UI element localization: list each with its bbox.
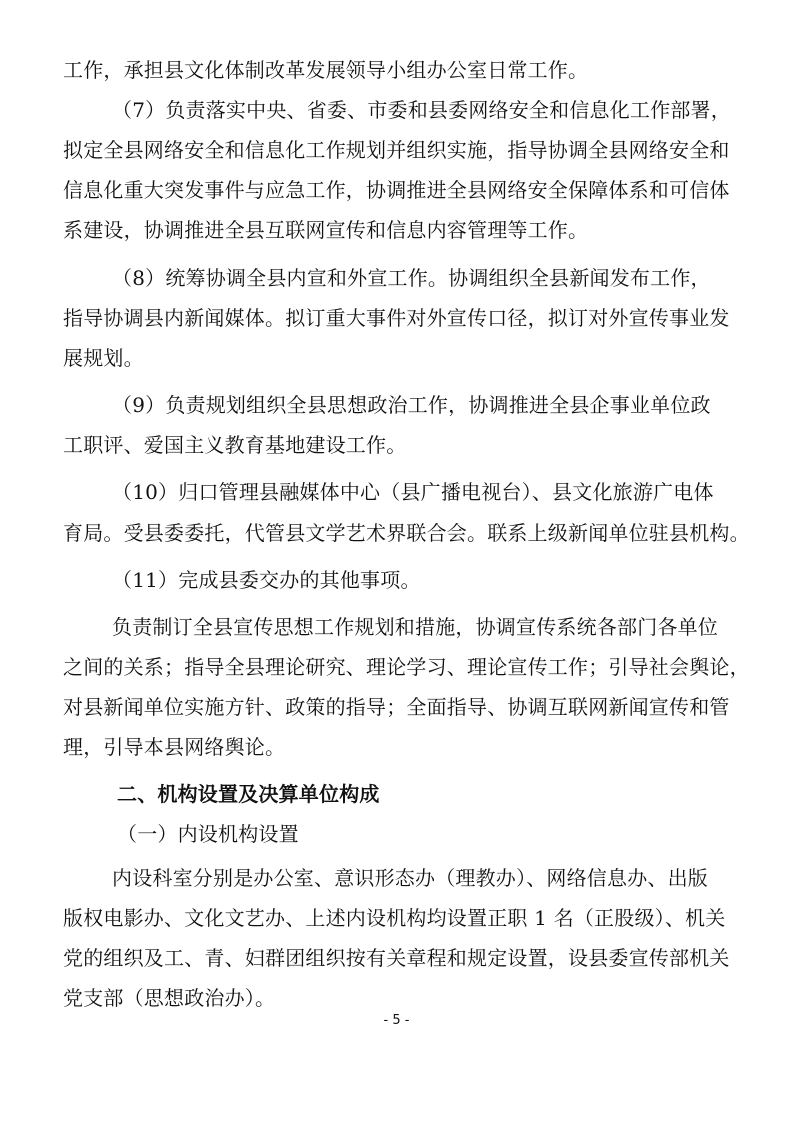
text-line: 展规划。 [63,346,144,370]
subsection-heading: （一）内设机构设置 [117,822,299,846]
text-line: 对县新闻单位实施方针、政策的指导；全面指导、协调互联网新闻宣传和管 [63,695,730,719]
text-line: （7）负责落实中央、省委、市委和县委网络安全和信息化工作部署， [112,98,731,122]
text-line: （8）统筹协调全县内宣和外宣工作。协调组织全县新闻发布工作， [112,266,711,290]
text-line: 拟定全县网络安全和信息化工作规划并组织实施，指导协调全县网络安全和 [63,138,730,162]
text-line: 系建设，协调推进全县互联网宣传和信息内容管理等工作。 [63,218,589,242]
text-line: 党的组织及工、青、妇群团组织按有关章程和规定设置，设县委宣传部机关 [63,946,730,970]
text-line: 指导协调县内新闻媒体。拟订重大事件对外宣传口径，拟订对外宣传事业发 [63,306,730,330]
text-line: 内设科室分别是办公室、意识形态办（理教办）、网络信息办、出版 [112,866,708,890]
text-line: 负责制订全县宣传思想工作规划和措施，协调宣传系统各部门各单位 [112,615,718,639]
text-line: 育局。受县委委托，代管县文学艺术界联合会。联系上级新闻单位驻县机构。 [63,521,750,545]
text-line: 信息化重大突发事件与应急工作，协调推进全县网络安全保障体系和可信体 [63,178,730,202]
text-line: 党支部（思想政治办）。 [63,986,276,1010]
page-number: - 5 - [383,1013,410,1028]
section-heading: 二、机构设置及决算单位构成 [117,782,380,806]
text-line: （9）负责规划组织全县思想政治工作，协调推进全县企事业单位政 [112,393,711,417]
text-line: 理，引导本县网络舆论。 [63,735,286,759]
text-line: 版权电影办、文化文艺办、上述内设机构均设置正职 1 名（正股级）、机关 [63,906,726,930]
text-line: （11）完成县委交办的其他事项。 [112,568,421,592]
text-line: 工职评、爱国主义教育基地建设工作。 [63,433,407,457]
text-line: 工作，承担县文化体制改革发展领导小组办公室日常工作。 [63,58,589,82]
text-line: 之间的关系；指导全县理论研究、理论学习、理论宣传工作；引导社会舆论， [63,655,750,679]
text-line: （10）归口管理县融媒体中心（县广播电视台）、县文化旅游广电体 [112,480,714,504]
